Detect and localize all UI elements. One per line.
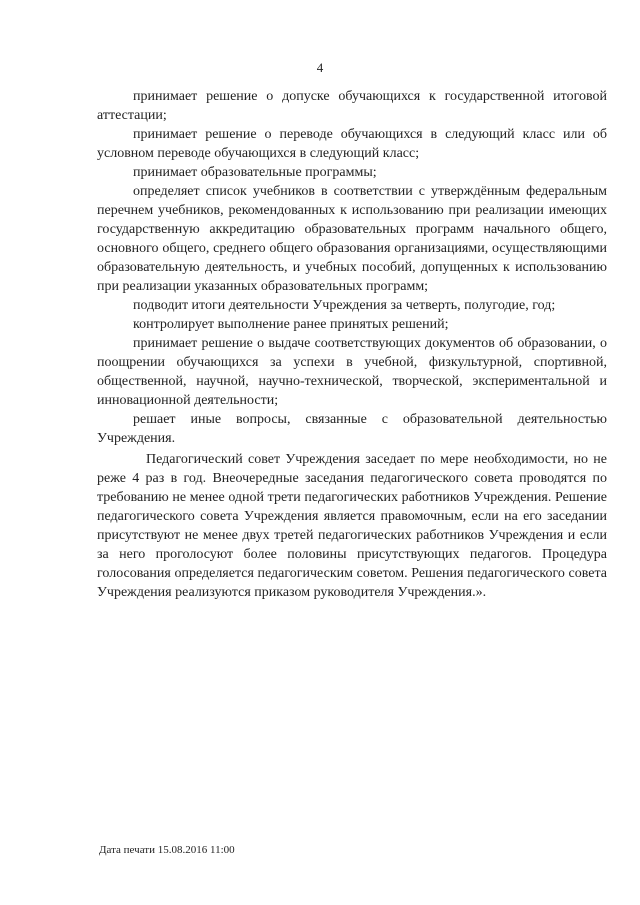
paragraph-transfer-decision: принимает решение о переводе обучающихся в следующий класс или об условном переводе обучающихся в следующий класс;	[97, 127, 607, 161]
print-date-footer: Дата печати 15.08.2016 11:00	[99, 844, 235, 856]
paragraph-pedagogical-council: Педагогический совет Учреждения заседает по мере необходимости, но не реже 4 раз в год. Внеочередные заседания педагогического совета проводятся по требованию не менее одной трети педагогических работников Учреждения. Решение педагогического совета Учреждения является правомочным, если на его заседании присутствуют не менее двух третей педагогических работников Учреждения и если за него проголосуют более половины присутствующих педагогов. Процедура голосования определяется педагогическим советом. Решения педагогического совета Учреждения реализуются приказом руководителя Учреждения.».	[97, 452, 607, 600]
page-number: 4	[316, 60, 324, 75]
paragraph-documents: принимает решение о выдаче соответствующих документов об образовании, о поощрении обучающихся за успехи в учебной, физкультурной, спортивной, общественной, научной, научно-технической, творческой, экспериментальной и инновационной деятельности;	[97, 336, 607, 408]
document-body	[97, 87, 607, 602]
paragraph-textbooks: определяет список учебников в соответствии с утверждённым федеральным перечнем учебников, рекомендованных к использованию при реализации имеющих государственную аккредитацию образовательных программ начального общего, основного общего, среднего общего образования организациями, осуществляющими образовательную деятельность, и учебных пособий, допущенных к использованию при реализации указанных образовательных программ;	[97, 184, 607, 294]
paragraph-control: контролирует выполнение ранее принятых решений;	[133, 317, 449, 332]
paragraph-programs: принимает образовательные программы;	[133, 165, 377, 180]
paragraph-other-questions: решает иные вопросы, связанные с образовательной деятельностью Учреждения.	[97, 412, 607, 446]
paragraph-results: подводит итоги деятельности Учреждения за четверть, полугодие, год;	[133, 298, 556, 313]
paragraph-admission-decision: принимает решение о допуске обучающихся к государственной итоговой аттестации;	[97, 89, 607, 123]
